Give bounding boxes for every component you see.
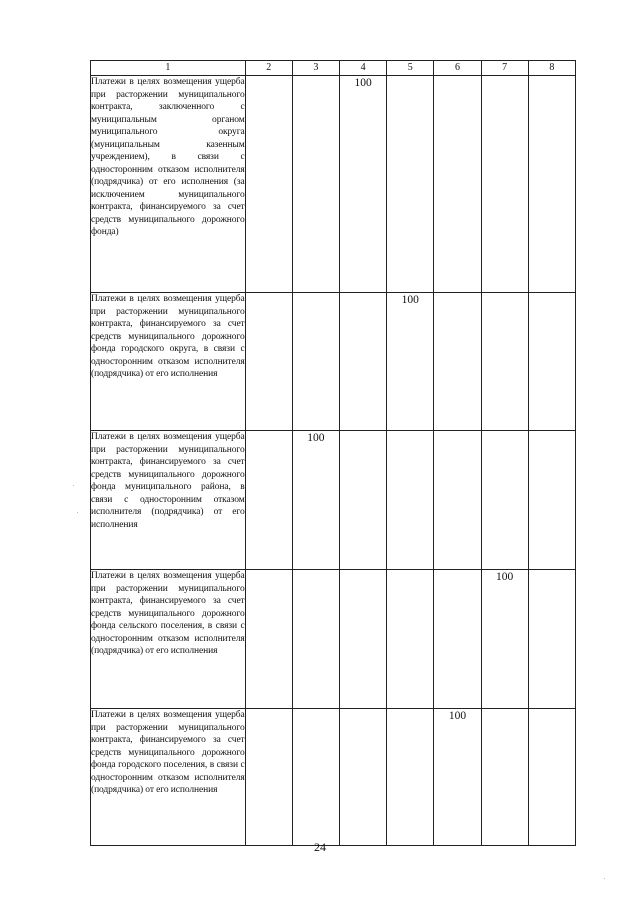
percent-cell <box>340 570 387 709</box>
percent-cell <box>292 293 339 431</box>
payment-description: Платежи в целях возмещения ущерба при расторжении муниципального контракта, заключенного с муниципальным органом муниципального округа (муниципальным казенным учреждением), в связи с односторонним отказом исполнителя (подрядчика) от его исполнения (за исключением муниципального контракта, финансируемого за счет средств муниципального дорожного фонда) <box>91 76 246 293</box>
percent-cell: 100 <box>340 76 387 293</box>
percent-cell: 100 <box>481 570 528 709</box>
percent-cell <box>387 431 434 570</box>
percent-cell <box>292 76 339 293</box>
scan-speck <box>604 878 605 879</box>
percent-cell <box>528 293 575 431</box>
percent-cell <box>481 293 528 431</box>
percent-cell <box>387 709 434 846</box>
payment-description: Платежи в целях возмещения ущерба при расторжении муниципального контракта, финансируемого за счет средств муниципального дорожного фонда сельского поселения, в связи с односторонним отказом исполнителя (подрядчика) от его исполнения <box>91 570 246 709</box>
percent-cell: 100 <box>434 709 481 846</box>
table-row <box>91 293 576 431</box>
percent-cell <box>528 76 575 293</box>
column-header: 1 <box>91 61 246 76</box>
table-row <box>91 570 576 709</box>
column-header: 2 <box>245 61 292 76</box>
column-header: 8 <box>528 61 575 76</box>
percent-cell <box>292 570 339 709</box>
table-row <box>91 431 576 570</box>
page-number: 24 <box>314 840 326 854</box>
table-header-row <box>91 61 576 76</box>
percent-cell <box>245 570 292 709</box>
percent-cell <box>434 76 481 293</box>
scan-speck <box>77 512 78 513</box>
percent-cell <box>434 570 481 709</box>
percent-cell <box>387 76 434 293</box>
percent-cell <box>528 431 575 570</box>
percent-cell <box>434 431 481 570</box>
table-row <box>91 76 576 293</box>
percent-cell <box>340 293 387 431</box>
percent-cell <box>528 709 575 846</box>
payment-description: Платежи в целях возмещения ущерба при расторжении муниципального контракта, финансируемого за счет средств муниципального дорожного фонда городского округа, в связи с односторонним отказом исполнителя (подрядчика) от его исполнения <box>91 293 246 431</box>
column-header: 4 <box>340 61 387 76</box>
percent-cell <box>481 709 528 846</box>
column-header: 5 <box>387 61 434 76</box>
percent-cell <box>245 709 292 846</box>
percent-cell <box>292 709 339 846</box>
percent-cell <box>481 431 528 570</box>
percent-cell: 100 <box>387 293 434 431</box>
revenue-allocation-table <box>90 60 576 846</box>
column-header: 6 <box>434 61 481 76</box>
percent-cell <box>528 570 575 709</box>
column-header: 7 <box>481 61 528 76</box>
percent-cell <box>340 431 387 570</box>
percent-cell: 100 <box>292 431 339 570</box>
payment-description: Платежи в целях возмещения ущерба при расторжении муниципального контракта, финансируемого за счет средств муниципального дорожного фонда муниципального района, в связи с односторонним отказом исполнителя (подрядчика) от его исполнения <box>91 431 246 570</box>
percent-cell <box>387 570 434 709</box>
percent-cell <box>245 431 292 570</box>
percent-cell <box>245 76 292 293</box>
table-row <box>91 709 576 846</box>
percent-cell <box>481 76 528 293</box>
column-header: 3 <box>292 61 339 76</box>
percent-cell <box>340 709 387 846</box>
scan-speck <box>73 485 74 486</box>
percent-cell <box>245 293 292 431</box>
percent-cell <box>434 293 481 431</box>
payment-description: Платежи в целях возмещения ущерба при расторжении муниципального контракта, финансируемого за счет средств муниципального дорожного фонда городского поселения, в связи с односторонним отказом исполнителя (подрядчика) от его исполнения <box>91 709 246 846</box>
